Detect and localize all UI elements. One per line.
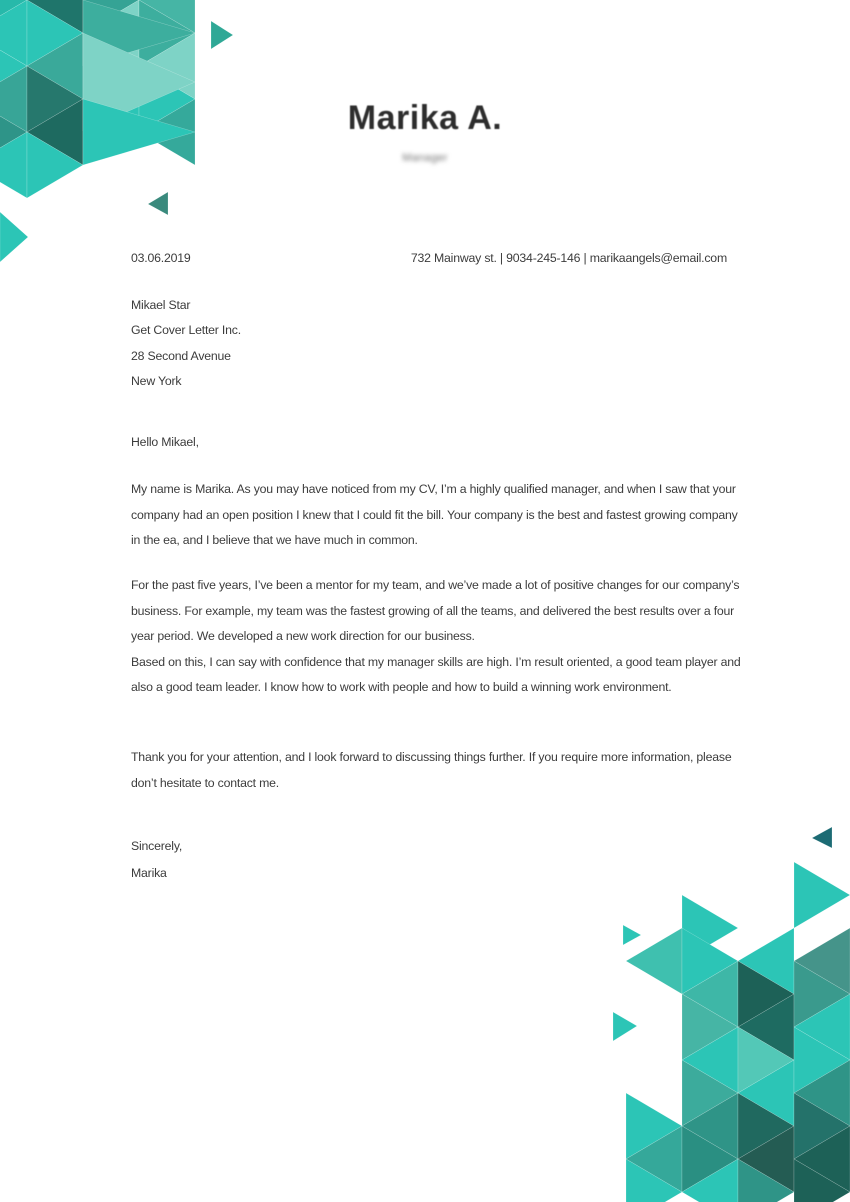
triangle-shape [0, 0, 27, 33]
triangle-shape [738, 1126, 794, 1192]
paragraph-experience-part-1: For the past five years, I’ve been a mentor for my team, and we’ve made a lot of positive changes for our company’s business. For example, my team was the fastest growing of all the teams, and delivered the best results over a four year period. We developed a new work direction for our business. [131, 578, 740, 643]
triangle-shape [27, 0, 83, 66]
meta-row [131, 246, 743, 272]
recipient-city: New York [131, 373, 182, 388]
greeting: Hello Mikael, [131, 435, 199, 449]
triangle-shape [794, 1126, 850, 1192]
triangle-shape [794, 961, 850, 1027]
triangle-shape [794, 1159, 850, 1202]
recipient-block [131, 293, 743, 394]
triangle-shape [0, 0, 27, 66]
triangle-shape [812, 827, 832, 848]
triangle-shape [0, 212, 28, 262]
paragraph-intro: My name is Marika. As you may have noticed from my CV, I’m a highly qualified manager, and when I saw that your company had an open position I knew that I could fit the bill. Your company is the best and fastest growing company in the ea, and I believe that we have much in common. [131, 482, 738, 547]
triangle-shape [794, 928, 850, 994]
triangle-shape [738, 961, 794, 1027]
triangle-shape [794, 862, 850, 928]
triangle-shape [794, 1093, 850, 1159]
sender-role: Manager [402, 152, 448, 164]
sender-contact-line: 732 Mainway st. | 9034-245-146 | marikaangels@email.com [410, 251, 727, 265]
recipient-name: Mikael Star [131, 298, 191, 312]
triangle-shape [794, 994, 850, 1060]
triangle-shape [738, 1027, 794, 1093]
triangle-shape [738, 994, 794, 1060]
paragraph-thanks: Thank you for your attention, and I look forward to discussing things further. If you require more information, please don’t hesitate to contact me. [131, 750, 732, 790]
paragraph-experience [131, 573, 743, 701]
triangle-shape [738, 1060, 794, 1126]
signature: Marika [131, 866, 167, 880]
triangle-shape [738, 928, 794, 994]
sender-name: Marika A. [347, 99, 503, 137]
triangle-shape [794, 1060, 850, 1126]
recipient-street: 28 Second Avenue [131, 348, 231, 363]
triangle-shape [738, 1093, 794, 1159]
triangle-shape [27, 33, 83, 99]
letter-date: 03.06.2019 [131, 251, 191, 265]
triangle-shape [27, 0, 83, 33]
triangle-shape [738, 1159, 794, 1202]
closing-salutation: Sincerely, [131, 839, 183, 853]
triangle-shape [0, 33, 27, 99]
letter-body [131, 0, 743, 1202]
triangle-shape [794, 1027, 850, 1093]
recipient-company: Get Cover Letter Inc. [131, 323, 241, 338]
paragraph-experience-part-2: Based on this, I can say with confidence that my manager skills are high. I’m result oriented, a good team player and also a good team leader. I know how to work with people and how to build a winning work environment. [131, 654, 741, 694]
closing-block [131, 833, 743, 887]
